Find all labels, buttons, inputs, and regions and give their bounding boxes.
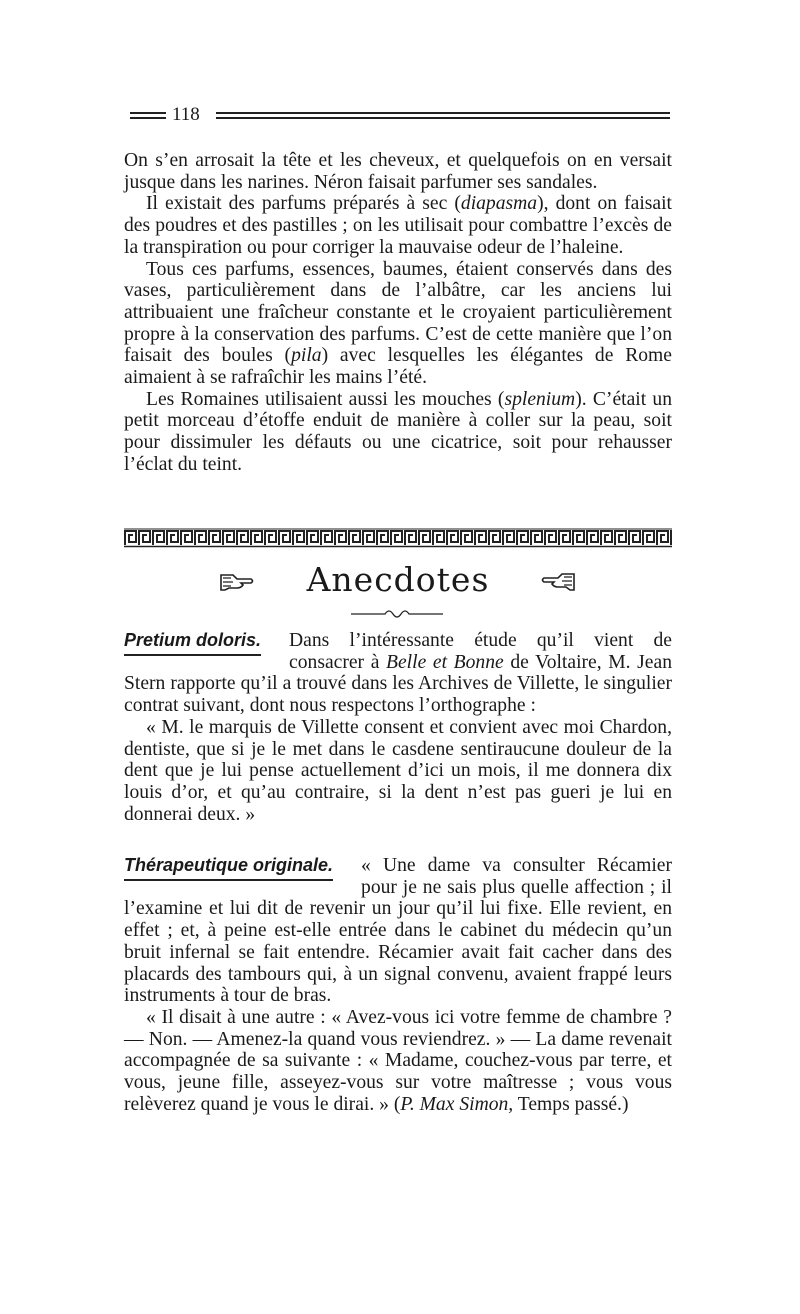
page-number: 118 xyxy=(172,104,200,125)
running-header xyxy=(130,104,670,128)
paragraph: Les Romaines utilisaient aussi les mouches (splenium). C’était un petit morceau d’étoffe enduit de manière à coller sur la peau, soit pour dissimuler les défauts ou une cicatrice, soit pour rehausser l’éclat du teint. xyxy=(124,388,672,475)
top-section-text xyxy=(124,150,672,476)
header-rule-left xyxy=(130,112,166,119)
header-rule-right xyxy=(216,112,670,119)
section-title: Anecdotes xyxy=(306,560,490,599)
decorative-flourish xyxy=(349,606,445,620)
greek-key-border xyxy=(124,528,672,548)
rubric-heading: Pretium doloris. xyxy=(124,630,261,656)
anecdote-therapeutique-originale xyxy=(124,855,672,1115)
paragraph: « M. le marquis de Villette consent et convient avec moi Chardon, dentiste, que si je le met dans le casdene sentiraucune douleur de la dent que je lui pense actuellement d’ici un mois, il me donnera dix louis d’or, et qu’au contraire, si la dent n’est pas gueri je lui en donnerai deux. » xyxy=(124,716,672,825)
rubric-heading: Thérapeutique originale. xyxy=(124,855,333,881)
greek-key-ornament xyxy=(124,528,672,548)
anecdote-pretium-doloris xyxy=(124,630,672,825)
paragraph: On s’en arrosait la tête et les cheveux, et quelquefois on en versait jusque dans les narines. Néron faisait parfumer ses sandales. xyxy=(124,150,672,193)
paragraph: Thérapeutique originale. « Une dame va consulter Récamier pour je ne sais plus quelle affection ; il l’examine et lui dit de revenir un jour qu’il lui fixe. Elle revient, en effet ; et, à peine est-elle entrée dans le cabinet du médecin qu’un bruit infernal se fait entendre. Récamier avait fait cacher dans des placards des tambours qui, à un signal convenu, avaient frappé leurs instruments à tour de bras. xyxy=(124,855,672,1007)
paragraph: « Il disait à une autre : « Avez-vous ici votre femme de chambre ? — Non. — Amenez-la quand vous reviendrez. » — La dame revenait accompagnée de sa suivante : « Madame, couchez-vous par terre, et vous, jeune fille, asseyez-vous sur votre maîtresse ; vous vous relèverez quand je vous le dirai. » (P. Max Simon, Temps passé.) xyxy=(124,1006,672,1115)
paragraph: Pretium doloris. Dans l’intéressante étude qu’il vient de consacrer à Belle et Bonne de Voltaire, M. Jean Stern rapporte qu’il a trouvé dans les Archives de Villette, le singulier contrat suivant, dont nous respectons l’orthographe : xyxy=(124,630,672,717)
paragraph: Il existait des parfums préparés à sec (diapasma), dont on faisait des poudres et des pastilles ; on les utilisait pour combattre l’excès de la transpiration ou pour corriger la mauvaise odeur de l’haleine. xyxy=(124,193,673,258)
paragraph: Tous ces parfums, essences, baumes, étaient conservés dans des vases, particulièrement dans de l’albâtre, car les anciens lui attribuaient une fraîcheur constante et le croyaient particulièrement propre à la conservation des parfums. C’est de cette manière que l’on faisait des boules (pila) avec lesquelles les élégantes de Rome aimaient à se rafraîchir les mains l’été. xyxy=(124,258,672,389)
pointing-hand-left-icon xyxy=(540,568,576,594)
section-heading xyxy=(124,558,672,628)
